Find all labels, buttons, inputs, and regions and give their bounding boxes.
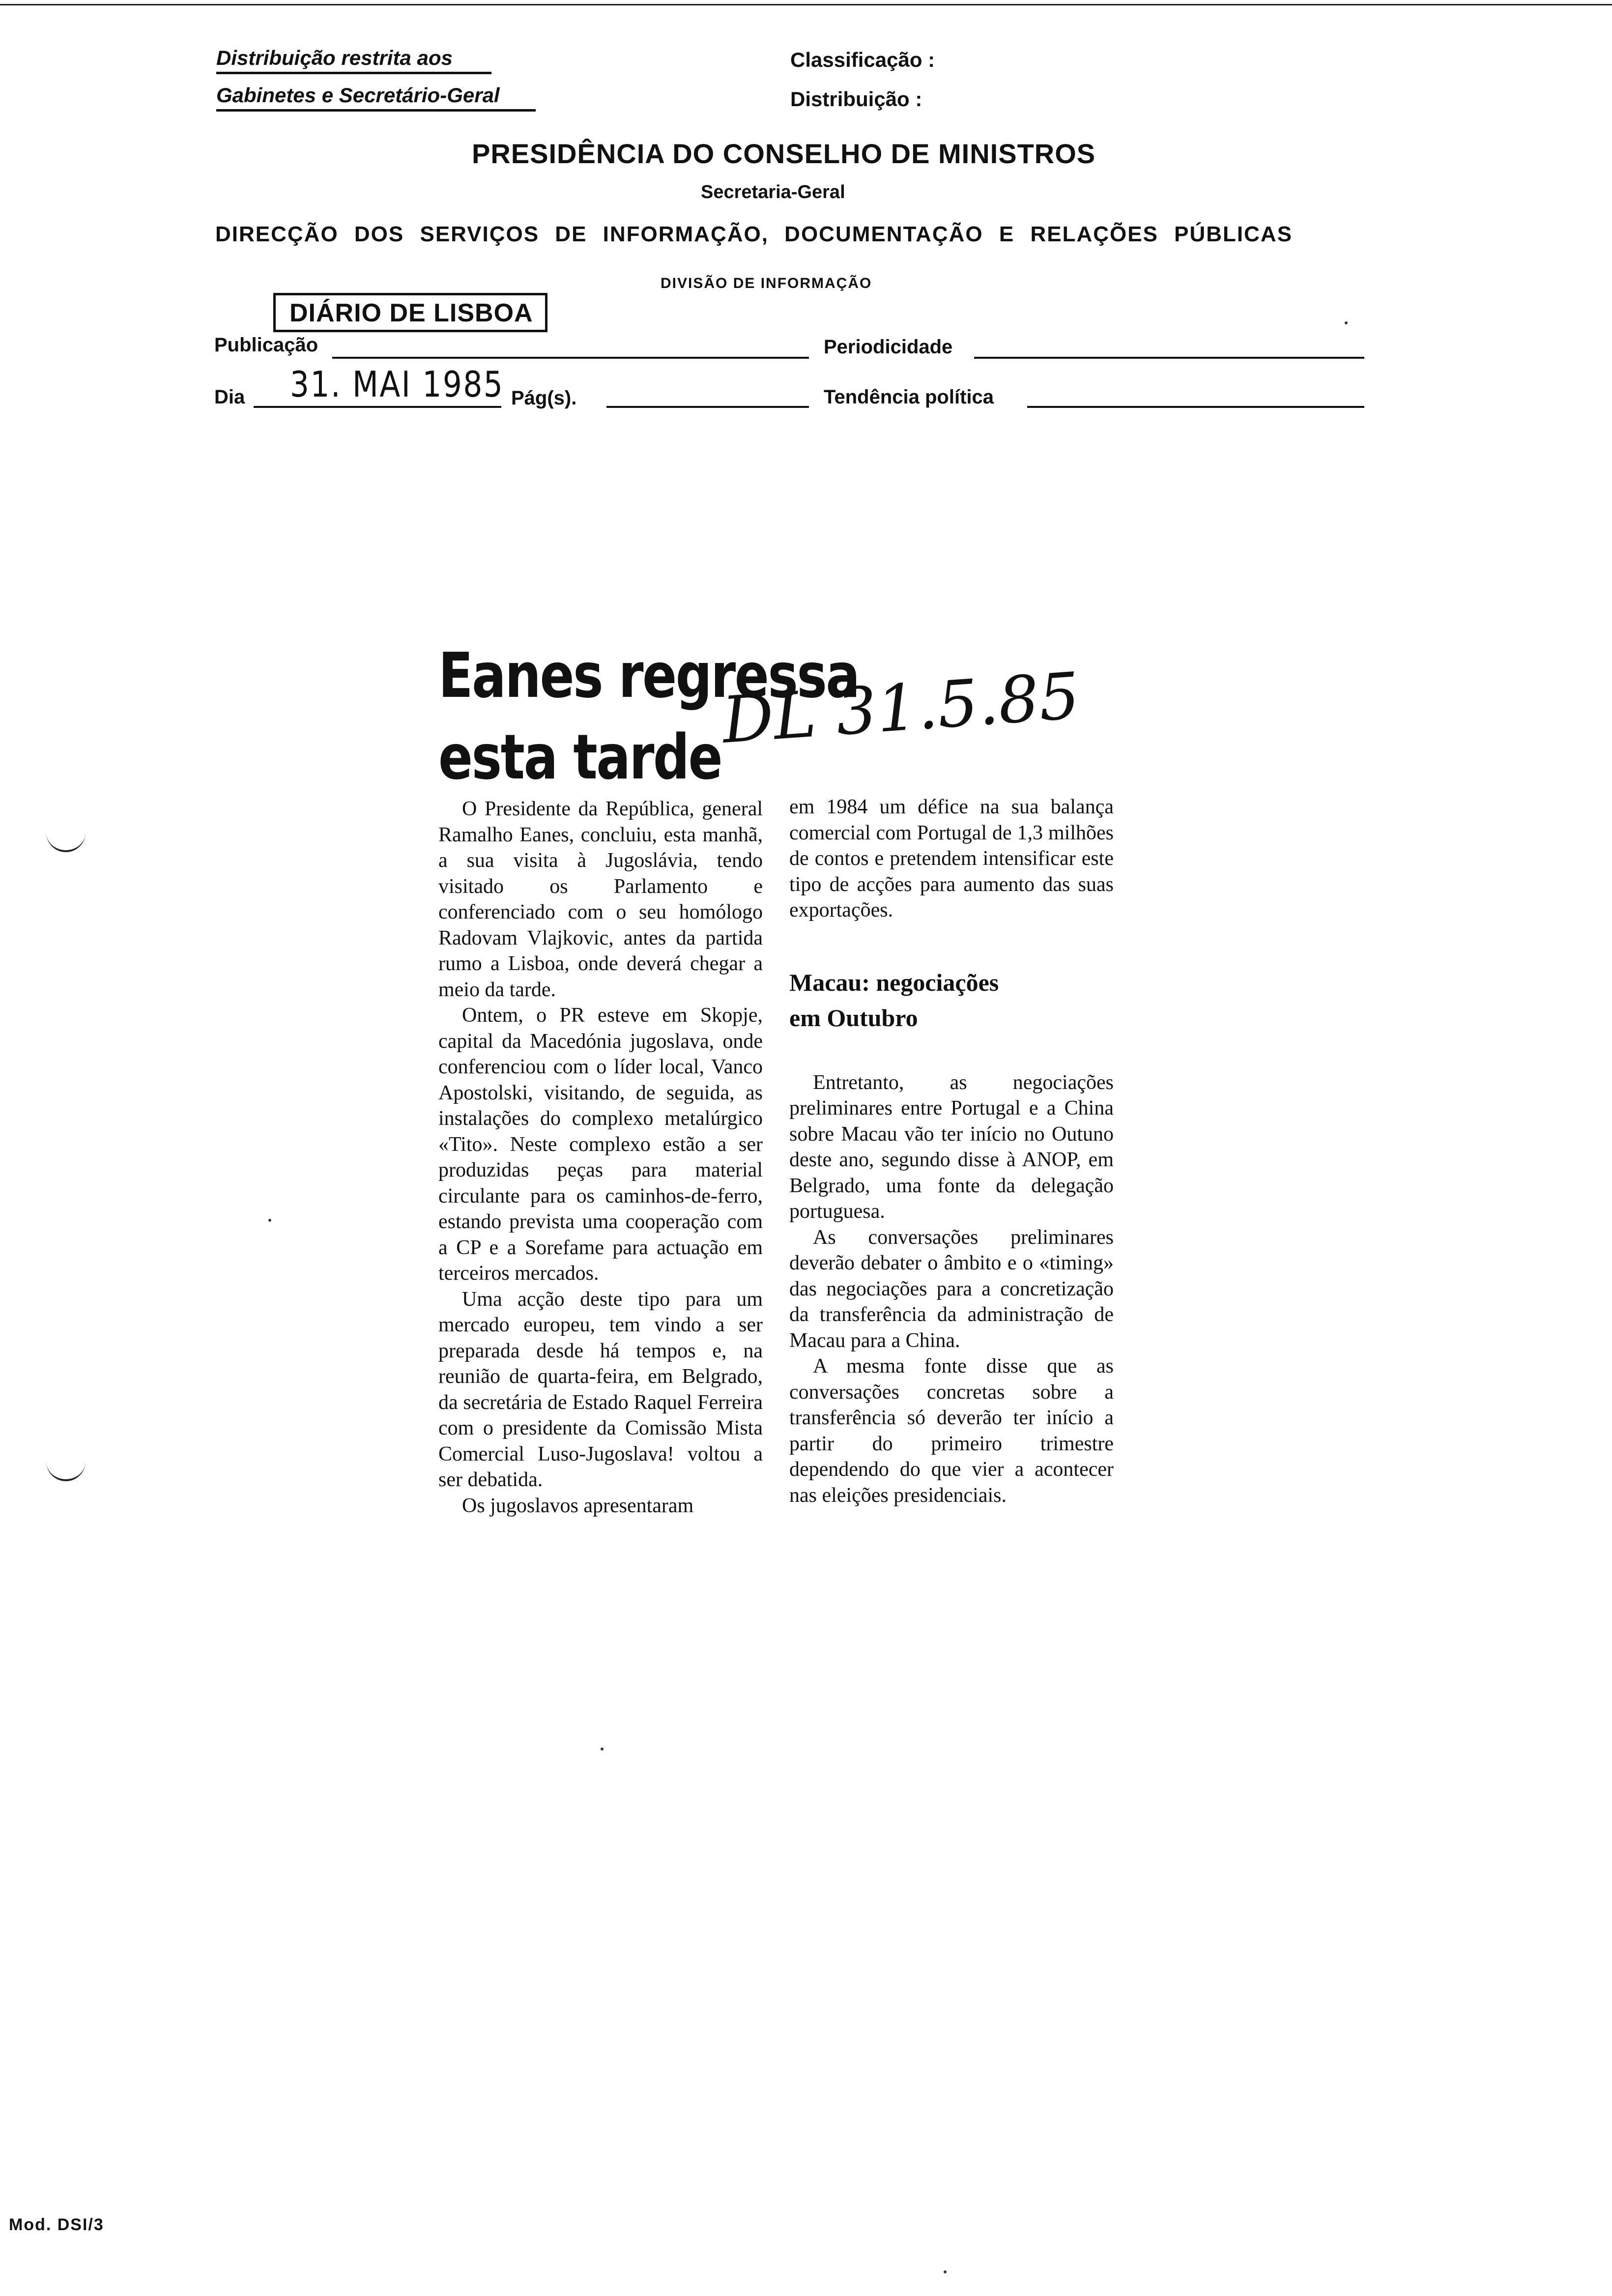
subhead-line-2: em Outubro [789, 1004, 918, 1032]
col2-paragraph: As conversações preliminares deverão debater o âmbito e o «timing» das negociações para a concretização da transferência da administração de Macau para a China. [789, 1226, 1114, 1352]
speck [1345, 321, 1348, 324]
restricted-line-2: Gabinetes e Secretário-Geral [216, 84, 500, 107]
col1-paragraph: Os jugoslavos apresentaram [462, 1494, 694, 1517]
publication-stamp: DIÁRIO DE LISBOA [273, 293, 547, 332]
pags-label: Pág(s). [511, 387, 577, 409]
col1-paragraph: O Presidente da República, general Ramalho Eanes, concluiu, esta manhã, a sua visita à Jugoslávia, tendo visitado os Parlamento e conferenciado com o seu homólogo Radovam Vlajkovic, antes da partida rumo a Lisboa, onde deverá chegar a meio da tarde. [438, 798, 763, 1001]
dia-line [254, 406, 501, 408]
dia-label: Dia [214, 386, 245, 408]
periodicidade-label: Periodicidade [824, 336, 953, 358]
col2-paragraph: A mesma fonte disse que as conversações concretas sobre a transferência só deverão ter início a partir do primeiro trimestre dependendo do que vier a acontecer nas eleições presidenciais. [789, 1355, 1114, 1507]
article-column-2 [789, 794, 1114, 1508]
article-column-1 [438, 796, 763, 1519]
col2-continuation: em 1984 um défice na sua balança comercial com Portugal de 1,3 milhões de contos e pretendem intensificar este tipo de acções para aumento das suas exportações. [789, 796, 1114, 921]
tendencia-label: Tendência política [824, 386, 994, 408]
top-border-line [0, 4, 1612, 5]
classificacao-label: Classificação : [790, 48, 935, 71]
col2-paragraph: Entretanto, as negociações preliminares entre Portugal e a China sobre Macau vão ter início no Outuno deste ano, segundo disse à ANOP, em Belgrado, uma fonte da delegação portuguesa. [789, 1071, 1114, 1223]
divisao-title: DIVISÃO DE INFORMAÇÃO [661, 275, 872, 291]
margin-mark [46, 831, 86, 852]
speck [944, 2270, 947, 2273]
restricted-underline-1 [216, 72, 491, 74]
restricted-line-1: Distribuição restrita aos [216, 46, 453, 69]
model-number: Mod. DSI/3 [9, 2215, 104, 2234]
distribuicao-label: Distribuição : [790, 87, 922, 111]
margin-mark [46, 1460, 86, 1481]
direccao-title: DIRECÇÃO DOS SERVIÇOS DE INFORMAÇÃO, DOCUMENTAÇÃO E RELAÇÕES PÚBLICAS [215, 222, 1293, 246]
secretaria-geral: Secretaria-Geral [701, 182, 845, 202]
headline-line-2: esta tarde [438, 721, 722, 793]
speck [268, 1219, 271, 1222]
pags-line [606, 406, 809, 408]
publicacao-label: Publicação [214, 334, 318, 356]
col1-paragraph: Uma acção deste tipo para um mercado europeu, tem vindo a ser preparada desde há tempos e, na reunião de quarta-feira, em Belgrado, da secretária de Estado Raquel Ferreira com o presidente da Comissão Mista Comercial Luso-Jugoslava! voltou a ser debatida. [438, 1288, 763, 1491]
date-stamp: 31. MAI 1985 [290, 364, 504, 405]
speck [601, 1748, 604, 1751]
publicacao-line [332, 357, 809, 359]
handwritten-date-note: DL 31.5.85 [720, 658, 1082, 758]
col1-paragraph: Ontem, o PR esteve em Skopje, capital da Macedónia jugoslava, onde conferenciou com o líder local, Vanco Apostolski, visitando, de seguida, as instalações do complexo metalúrgico «Tito». Neste complexo estão a ser produzidas peças para material circulante para os caminhos-de-ferro, estando prevista uma cooperação com a CP e a Sorefame para actuação em terceiros mercados. [438, 1004, 763, 1285]
periodicidade-line [974, 357, 1364, 359]
tendencia-line [1027, 406, 1364, 408]
restricted-underline-2 [216, 109, 536, 112]
presidencia-title: PRESIDÊNCIA DO CONSELHO DE MINISTROS [472, 138, 1096, 169]
subhead-line-1: Macau: negociações [789, 968, 999, 996]
headline-line-1: Eanes regressa [438, 639, 859, 712]
